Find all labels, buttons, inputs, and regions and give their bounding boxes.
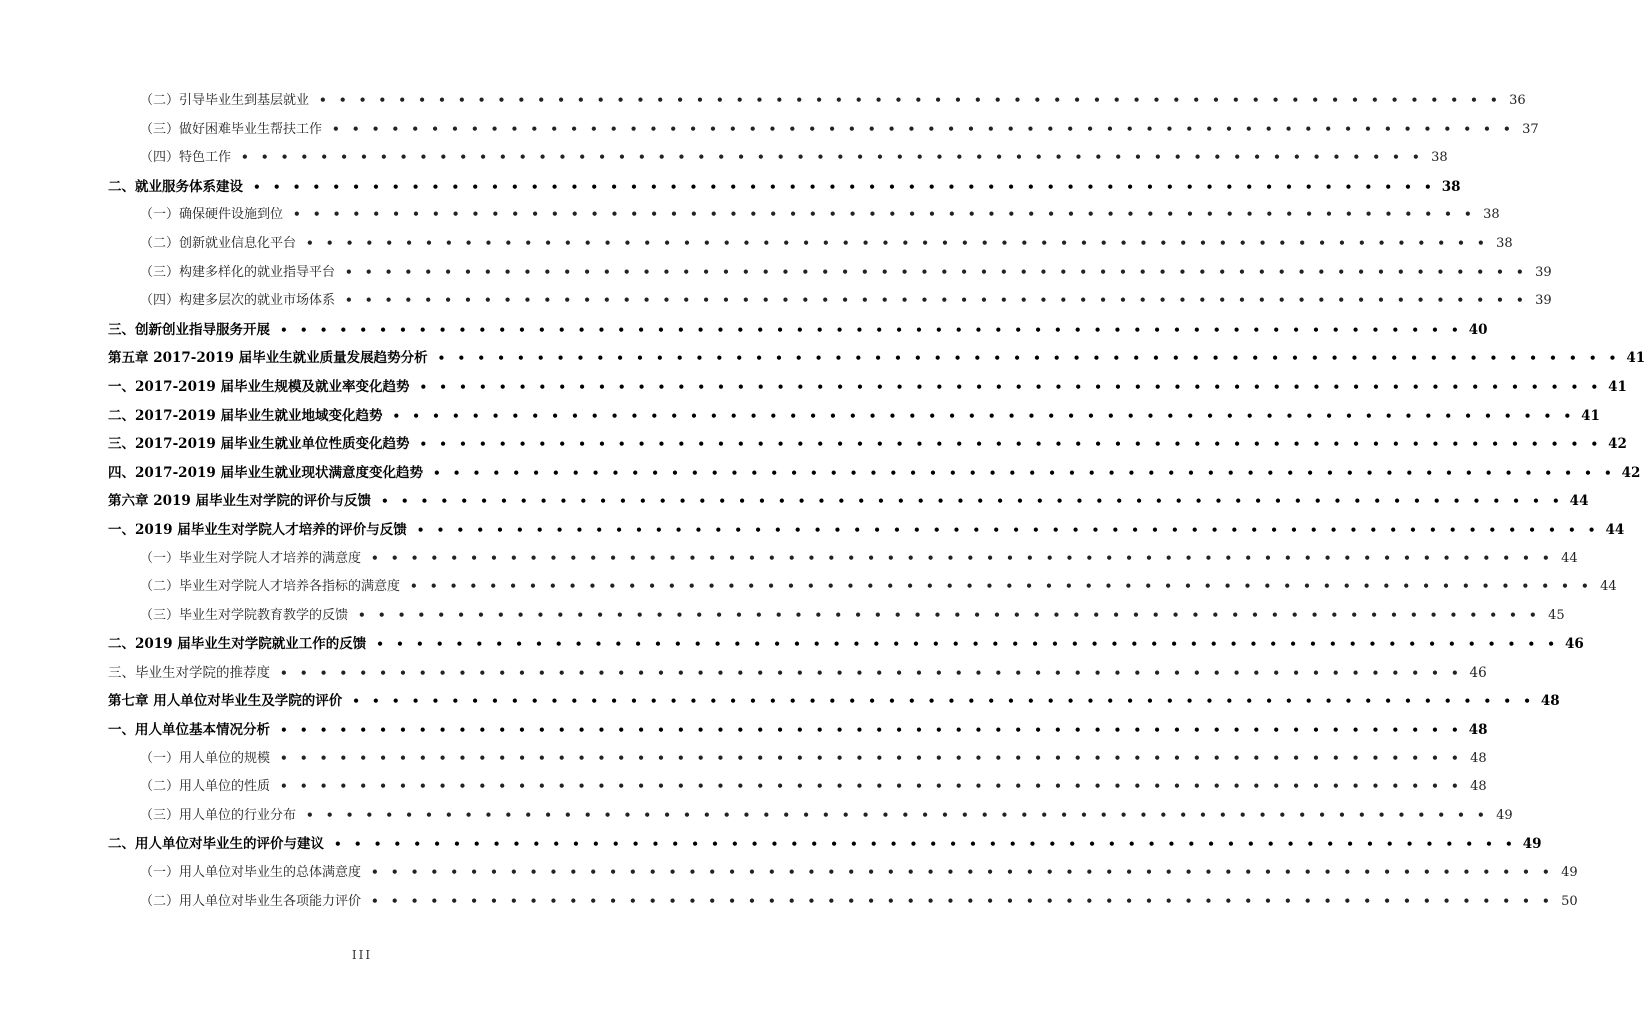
- toc-entry[interactable]: [108, 432, 1627, 461]
- toc-entry[interactable]: [108, 175, 1461, 204]
- toc-leader-dots: • • • • • • • • • • • • • • • • • • • • • • • • • • • • • • • • • • • • • • • • • • • • • • • • • • • • • • • • • • • •: [416, 522, 1600, 537]
- toc-entry-title: 三、毕业生对学院的推荐度: [108, 664, 270, 681]
- toc-entry-title: （一）确保硬件设施到位: [140, 207, 284, 223]
- toc-leader-dots: • • • • • • • • • • • • • • • • • • • • • • • • • • • • • • • • • • • • • • • • • • • • • • • • • • • • • • • • • • • •: [358, 607, 1541, 622]
- toc-entry[interactable]: [108, 689, 1560, 718]
- toc-entry[interactable]: [108, 89, 1526, 118]
- toc-entry[interactable]: [108, 146, 1448, 175]
- toc-entry-page: 49: [1522, 836, 1542, 853]
- toc-entry-title: （二）创新就业信息化平台: [140, 235, 297, 251]
- toc-entry-title: 第六章 2019 届毕业生对学院的评价与反馈: [108, 493, 371, 510]
- toc-entry-page: 41: [1581, 407, 1600, 424]
- toc-entry-page: 48: [1470, 779, 1487, 795]
- table-of-contents: [108, 89, 1645, 918]
- toc-entry[interactable]: [108, 718, 1488, 747]
- toc-leader-dots: • • • • • • • • • • • • • • • • • • • • • • • • • • • • • • • • • • • • • • • • • • • • • • • • • • • • • • • • • • • •: [437, 351, 1621, 366]
- toc-entry[interactable]: [108, 632, 1584, 661]
- toc-leader-dots: • • • • • • • • • • • • • • • • • • • • • • • • • • • • • • • • • • • • • • • • • • • • • • • • • • • • • • • • • • • •: [280, 665, 1463, 680]
- toc-entry[interactable]: [108, 547, 1578, 576]
- toc-entry-page: 42: [1621, 464, 1641, 481]
- toc-leader-dots: • • • • • • • • • • • • • • • • • • • • • • • • • • • • • • • • • • • • • • • • • • • • • • • • • • • • • • • • • • • •: [371, 865, 1554, 880]
- toc-entry-page: 48: [1540, 693, 1560, 710]
- toc-entry-title: 二、2019 届毕业生对学院就业工作的反馈: [108, 636, 367, 653]
- toc-leader-dots: • • • • • • • • • • • • • • • • • • • • • • • • • • • • • • • • • • • • • • • • • • • • • • • • • • • • • • • • • • • •: [319, 93, 1502, 107]
- toc-entry[interactable]: [108, 518, 1625, 547]
- toc-entry[interactable]: [108, 890, 1578, 919]
- toc-entry-title: （三）用人单位的行业分布: [140, 807, 297, 823]
- toc-leader-dots: • • • • • • • • • • • • • • • • • • • • • • • • • • • • • • • • • • • • • • • • • • • • • • • • • • • • • • • • • • • •: [332, 121, 1515, 136]
- toc-entry-page: 46: [1469, 664, 1487, 681]
- toc-leader-dots: • • • • • • • • • • • • • • • • • • • • • • • • • • • • • • • • • • • • • • • • • • • • • • • • • • • • • • • • • • • •: [253, 179, 1436, 194]
- toc-entry-title: （二）用人单位的性质: [140, 779, 271, 795]
- toc-entry-title: 二、用人单位对毕业生的评价与建议: [108, 836, 324, 853]
- toc-entry[interactable]: [108, 461, 1641, 490]
- toc-entry[interactable]: [108, 289, 1552, 318]
- toc-entry-title: 一、用人单位基本情况分析: [108, 722, 270, 739]
- toc-entry[interactable]: [108, 832, 1542, 861]
- toc-leader-dots: • • • • • • • • • • • • • • • • • • • • • • • • • • • • • • • • • • • • • • • • • • • • • • • • • • • • • • • • • • • •: [280, 723, 1463, 738]
- toc-leader-dots: • • • • • • • • • • • • • • • • • • • • • • • • • • • • • • • • • • • • • • • • • • • • • • • • • • • • • • • • • • • •: [306, 807, 1489, 822]
- toc-entry[interactable]: [108, 346, 1645, 375]
- toc-entry-page: 37: [1522, 121, 1539, 137]
- toc-entry[interactable]: [108, 604, 1565, 633]
- toc-entry-page: 48: [1470, 750, 1487, 766]
- toc-entry-title: （一）用人单位对毕业生的总体满意度: [140, 865, 362, 881]
- toc-leader-dots: • • • • • • • • • • • • • • • • • • • • • • • • • • • • • • • • • • • • • • • • • • • • • • • • • • • • • • • • • • • •: [380, 494, 1564, 509]
- toc-entry-page: 40: [1468, 321, 1488, 338]
- toc-entry-title: （四）特色工作: [140, 150, 232, 166]
- toc-entry[interactable]: [108, 203, 1500, 232]
- toc-leader-dots: • • • • • • • • • • • • • • • • • • • • • • • • • • • • • • • • • • • • • • • • • • • • • • • • • • • • • • • • • • • •: [345, 293, 1528, 308]
- toc-entry-page: 39: [1535, 264, 1552, 280]
- toc-leader-dots: • • • • • • • • • • • • • • • • • • • • • • • • • • • • • • • • • • • • • • • • • • • • • • • • • • • • • • • • • • • •: [419, 379, 1603, 394]
- toc-entry-page: 45: [1548, 607, 1565, 623]
- toc-entry-page: 50: [1561, 893, 1578, 909]
- toc-leader-dots: • • • • • • • • • • • • • • • • • • • • • • • • • • • • • • • • • • • • • • • • • • • • • • • • • • • • • • • • • • • •: [376, 637, 1559, 652]
- toc-leader-dots: • • • • • • • • • • • • • • • • • • • • • • • • • • • • • • • • • • • • • • • • • • • • • • • • • • • • • • • • • • • •: [352, 694, 1535, 709]
- toc-entry[interactable]: [108, 375, 1627, 404]
- toc-leader-dots: • • • • • • • • • • • • • • • • • • • • • • • • • • • • • • • • • • • • • • • • • • • • • • • • • • • • • • • • • • • •: [280, 322, 1463, 337]
- page-number: III: [351, 948, 373, 962]
- toc-entry-title: （二）用人单位对毕业生各项能力评价: [140, 893, 362, 909]
- toc-leader-dots: • • • • • • • • • • • • • • • • • • • • • • • • • • • • • • • • • • • • • • • • • • • • • • • • • • • • • • • • • • • •: [241, 150, 1424, 165]
- toc-entry-page: 49: [1561, 865, 1578, 881]
- toc-entry[interactable]: [108, 261, 1552, 290]
- toc-entry[interactable]: [108, 232, 1513, 261]
- toc-entry-page: 46: [1564, 636, 1584, 653]
- toc-entry-page: 38: [1496, 235, 1513, 251]
- toc-leader-dots: • • • • • • • • • • • • • • • • • • • • • • • • • • • • • • • • • • • • • • • • • • • • • • • • • • • • • • • • • • • •: [392, 408, 1576, 423]
- toc-entry[interactable]: [108, 775, 1487, 804]
- toc-entry-title: 三、2017-2019 届毕业生就业单位性质变化趋势: [108, 436, 410, 453]
- toc-entry-title: （三）做好困难毕业生帮扶工作: [140, 121, 323, 137]
- toc-leader-dots: • • • • • • • • • • • • • • • • • • • • • • • • • • • • • • • • • • • • • • • • • • • • • • • • • • • • • • • • • • • •: [345, 264, 1528, 279]
- toc-entry-page: 49: [1496, 807, 1513, 823]
- toc-leader-dots: • • • • • • • • • • • • • • • • • • • • • • • • • • • • • • • • • • • • • • • • • • • • • • • • • • • • • • • • • • • •: [280, 750, 1463, 765]
- toc-entry-title: 一、2019 届毕业生对学院人才培养的评价与反馈: [108, 521, 407, 538]
- toc-entry[interactable]: [108, 404, 1600, 433]
- toc-entry-page: 39: [1535, 293, 1552, 309]
- toc-entry-page: 42: [1608, 436, 1627, 453]
- toc-entry[interactable]: [108, 804, 1513, 833]
- toc-leader-dots: • • • • • • • • • • • • • • • • • • • • • • • • • • • • • • • • • • • • • • • • • • • • • • • • • • • • • • • • • • • •: [306, 235, 1489, 250]
- toc-leader-dots: • • • • • • • • • • • • • • • • • • • • • • • • • • • • • • • • • • • • • • • • • • • • • • • • • • • • • • • • • • • •: [280, 779, 1463, 794]
- toc-leader-dots: • • • • • • • • • • • • • • • • • • • • • • • • • • • • • • • • • • • • • • • • • • • • • • • • • • • • • • • • • • • •: [432, 465, 1616, 480]
- toc-entry-page: 44: [1600, 579, 1617, 595]
- toc-entry-title: （一）用人单位的规模: [140, 750, 271, 766]
- toc-entry-page: 41: [1626, 350, 1645, 367]
- toc-entry-title: （二）引导毕业生到基层就业: [140, 93, 310, 108]
- toc-entry-title: 第七章 用人单位对毕业生及学院的评价: [108, 693, 343, 710]
- toc-entry-page: 38: [1441, 178, 1461, 195]
- toc-leader-dots: • • • • • • • • • • • • • • • • • • • • • • • • • • • • • • • • • • • • • • • • • • • • • • • • • • • • • • • • • • • •: [293, 207, 1476, 222]
- toc-entry-title: 第五章 2017-2019 届毕业生就业质量发展趋势分析: [108, 350, 428, 367]
- toc-entry-page: 44: [1561, 550, 1578, 566]
- toc-entry-page: 36: [1509, 93, 1526, 108]
- toc-entry-page: 41: [1608, 378, 1627, 395]
- toc-entry[interactable]: [108, 318, 1488, 347]
- toc-entry-title: 一、2017-2019 届毕业生规模及就业率变化趋势: [108, 378, 410, 395]
- toc-entry[interactable]: [108, 661, 1487, 690]
- toc-entry-title: （三）毕业生对学院教育教学的反馈: [140, 607, 349, 623]
- toc-leader-dots: • • • • • • • • • • • • • • • • • • • • • • • • • • • • • • • • • • • • • • • • • • • • • • • • • • • • • • • • • • • •: [419, 437, 1603, 452]
- toc-entry-title: （一）毕业生对学院人才培养的满意度: [140, 550, 362, 566]
- toc-leader-dots: • • • • • • • • • • • • • • • • • • • • • • • • • • • • • • • • • • • • • • • • • • • • • • • • • • • • • • • • • • • •: [410, 579, 1593, 594]
- toc-entry-page: 38: [1483, 207, 1500, 223]
- toc-entry-title: 二、2017-2019 届毕业生就业地域变化趋势: [108, 407, 383, 424]
- toc-leader-dots: • • • • • • • • • • • • • • • • • • • • • • • • • • • • • • • • • • • • • • • • • • • • • • • • • • • • • • • • • • • •: [334, 837, 1517, 852]
- toc-entry-page: 38: [1431, 150, 1448, 166]
- toc-entry-title: 三、创新创业指导服务开展: [108, 321, 270, 338]
- toc-entry[interactable]: [108, 747, 1487, 776]
- toc-entry[interactable]: [108, 118, 1539, 147]
- toc-entry-title: （二）毕业生对学院人才培养各指标的满意度: [140, 579, 401, 595]
- toc-entry-title: 四、2017-2019 届毕业生就业现状满意度变化趋势: [108, 464, 423, 481]
- toc-entry[interactable]: [108, 489, 1589, 518]
- toc-entry-title: （三）构建多样化的就业指导平台: [140, 264, 336, 280]
- toc-leader-dots: • • • • • • • • • • • • • • • • • • • • • • • • • • • • • • • • • • • • • • • • • • • • • • • • • • • • • • • • • • • •: [371, 893, 1554, 908]
- toc-entry-page: 44: [1569, 493, 1589, 510]
- toc-entry[interactable]: [108, 861, 1578, 890]
- toc-entry-page: 44: [1605, 521, 1625, 538]
- toc-entry-title: 二、就业服务体系建设: [108, 178, 243, 195]
- toc-leader-dots: • • • • • • • • • • • • • • • • • • • • • • • • • • • • • • • • • • • • • • • • • • • • • • • • • • • • • • • • • • • •: [371, 550, 1554, 565]
- toc-entry-title: （四）构建多层次的就业市场体系: [140, 293, 336, 309]
- toc-entry-page: 48: [1468, 722, 1488, 739]
- toc-entry[interactable]: [108, 575, 1617, 604]
